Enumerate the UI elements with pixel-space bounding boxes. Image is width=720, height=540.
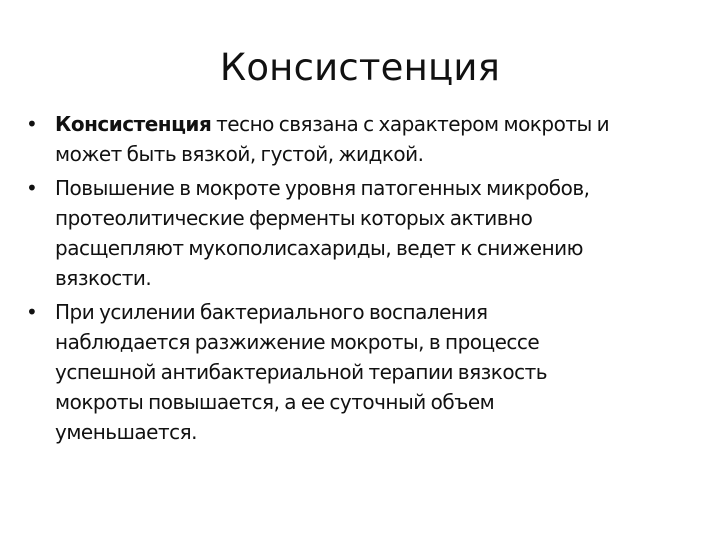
bullet-line: расщепляют мукополисахариды, ведет к снижению <box>55 236 584 260</box>
bullet-text: тесно связана с характером мокроты и <box>211 112 610 136</box>
bullet-line <box>55 109 706 139</box>
bullet-lead-term: Консистенция <box>55 112 212 136</box>
bullet-dot: • <box>26 300 38 324</box>
bullet-item-inflammation <box>26 297 706 447</box>
bullet-line: Повышение в мокроте уровня патогенных микробов, <box>55 176 590 200</box>
bullet-line: При усилении бактериального воспаления <box>55 300 488 324</box>
bullet-line: успешной антибактериальной терапии вязкость <box>55 360 548 384</box>
bullet-item-consistency <box>26 109 706 169</box>
bullet-line: протеолитические ферменты которых активно <box>55 206 533 230</box>
bullet-line: наблюдается разжижение мокроты, в процессе <box>55 330 540 354</box>
bullet-list <box>26 109 706 451</box>
bullet-line: вязкости. <box>55 266 152 290</box>
slide-title: Консистенция <box>219 46 501 89</box>
bullet-item-microbes <box>26 173 706 293</box>
bullet-dot: • <box>26 112 38 136</box>
bullet-line: уменьшается. <box>55 420 197 444</box>
bullet-line: может быть вязкой, густой, жидкой. <box>55 142 424 166</box>
bullet-line: мокроты повышается, а ее суточный объем <box>55 390 495 414</box>
bullet-dot: • <box>26 176 38 200</box>
